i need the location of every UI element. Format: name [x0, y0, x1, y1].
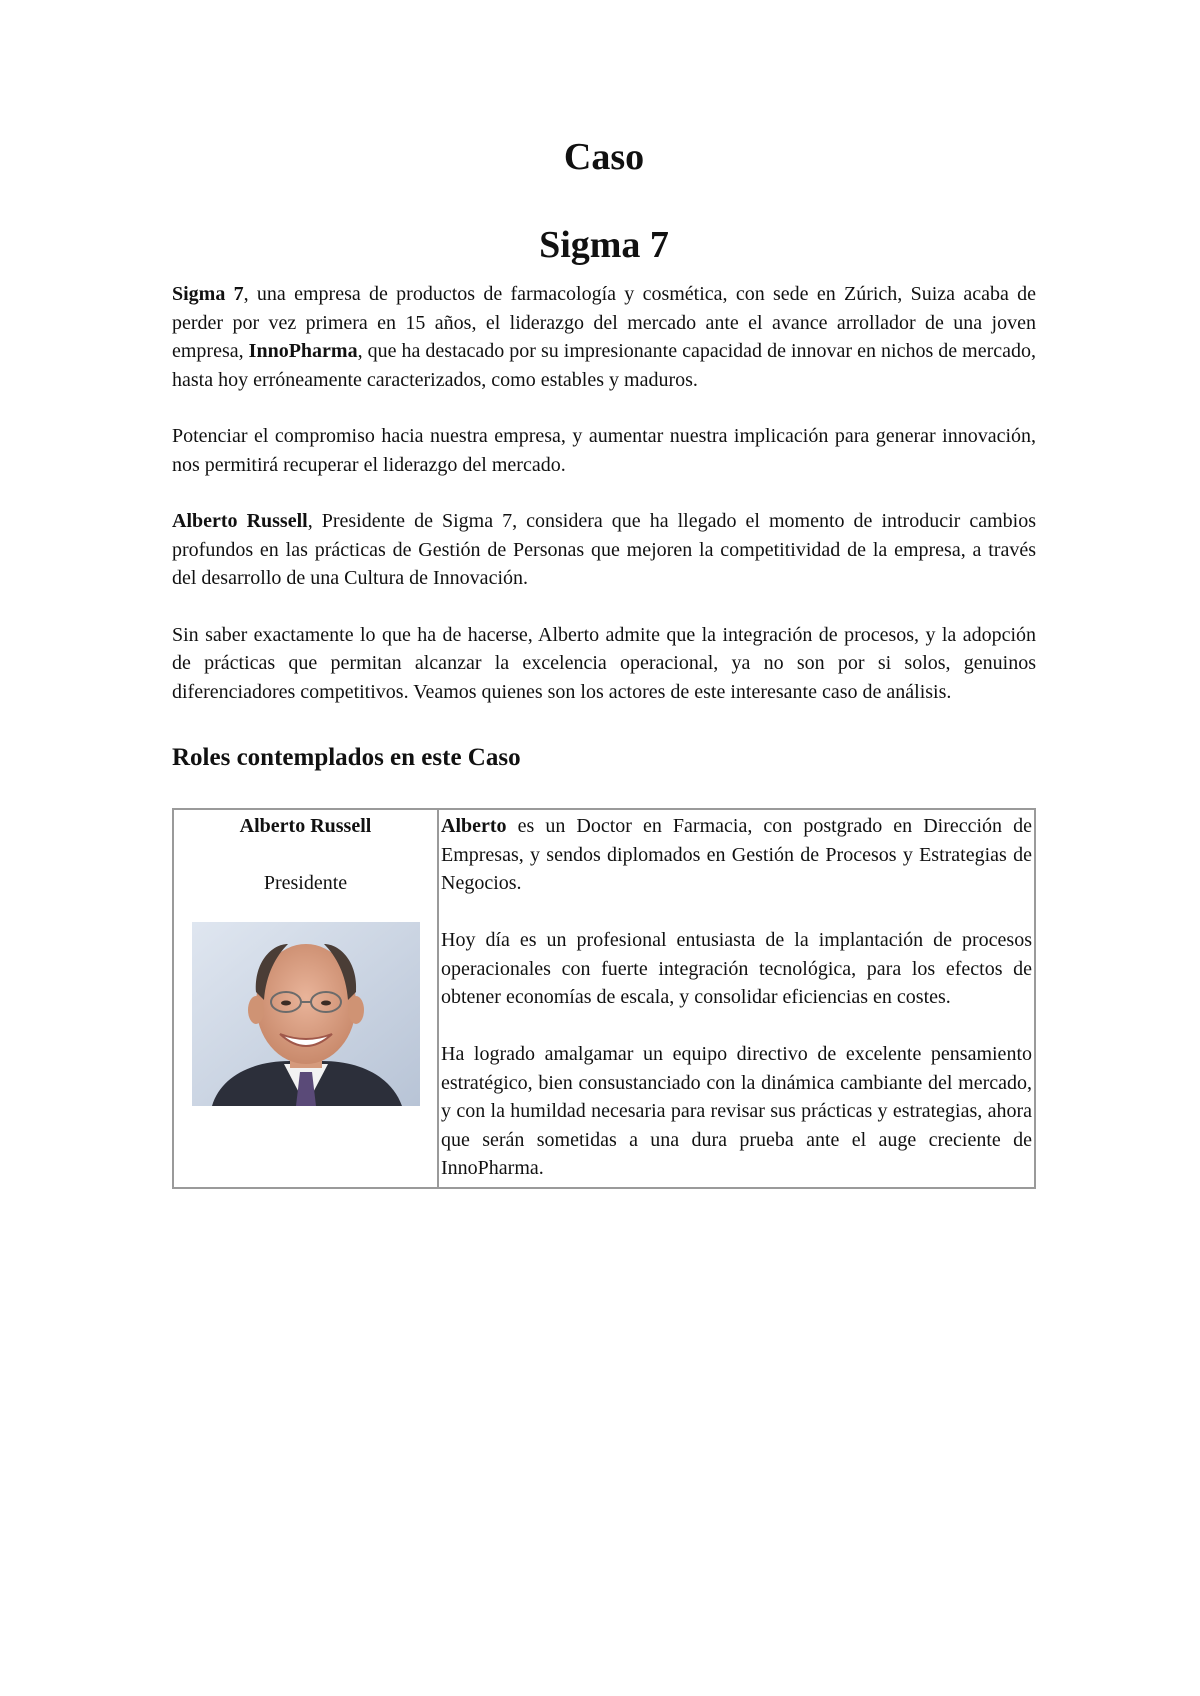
- president-paragraph: Alberto Russell, Presidente de Sigma 7, considera que ha llegado el momento de introducir cambios profundos en las prácticas de Gestión de Personas que mejoren la competitividad de la empresa, a través del desarrollo de una Cultura de Innovación.: [172, 510, 1036, 589]
- roles-table: [172, 808, 1036, 1189]
- president-name: Alberto Russell: [172, 510, 308, 532]
- table-row: [173, 809, 1035, 1188]
- role-profile-cell: [173, 809, 438, 1188]
- role-description-paragraph: Ha logrado amalgamar un equipo directivo de excelente pensamiento estratégico, bien consustanciado con la dinámica cambiante del mercado, y con la humildad necesaria para revisar sus prácticas y estrategias, ahora que serán sometidas a una dura prueba ante el auge creciente de InnoPharma.: [441, 1043, 1032, 1179]
- document-page: [172, 130, 1036, 1189]
- portrait-photo: [192, 922, 420, 1106]
- role-description-paragraph: Hoy día es un profesional entusiasta de la implantación de procesos operacionales con fuerte integración tecnológica, para los efectos de obtener economías de escala, y consolidar eficiencias en costes.: [441, 929, 1032, 1008]
- document-title: Caso: [563, 136, 645, 178]
- context-paragraph: Sin saber exactamente lo que ha de hacerse, Alberto admite que la integración de procesos, y la adopción de prácticas que permitan alcanzar la excelencia operacional, ya no son por si solos, genuinos diferenciadores competitivos. Veamos quienes son los actores de este interesante caso de análisis.: [172, 623, 1036, 703]
- document-subtitle: Sigma 7: [539, 224, 669, 266]
- role-person-name: Alberto Russell: [239, 815, 372, 837]
- role-description-name: Alberto: [441, 815, 507, 837]
- goal-paragraph: Potenciar el compromiso hacia nuestra empresa, y aumentar nuestra implicación para generar innovación, nos permitirá recuperar el liderazgo del mercado.: [172, 425, 1036, 476]
- role-position: Presidente: [263, 871, 348, 894]
- roles-heading: Roles contemplados en este Caso: [172, 744, 521, 771]
- competitor-name: InnoPharma: [248, 340, 358, 362]
- intro-paragraph: Sigma 7, una empresa de productos de farmacología y cosmética, con sede en Zúrich, Suiza acaba de perder por vez primera en 15 años, el liderazgo del mercado ante el avance arrollador de una joven empresa, InnoPharma, que ha destacado por su impresionante capacidad de innovar en nichos de mercado, hasta hoy erróneamente caracterizados, como estables y maduros.: [172, 283, 1037, 391]
- role-description-paragraph: Alberto es un Doctor en Farmacia, con postgrado en Dirección de Empresas, y sendos diplomados en Gestión de Procesos y Estrategias de Negocios.: [441, 815, 1032, 894]
- role-description-cell: [438, 809, 1035, 1188]
- company-name: Sigma 7: [172, 283, 244, 305]
